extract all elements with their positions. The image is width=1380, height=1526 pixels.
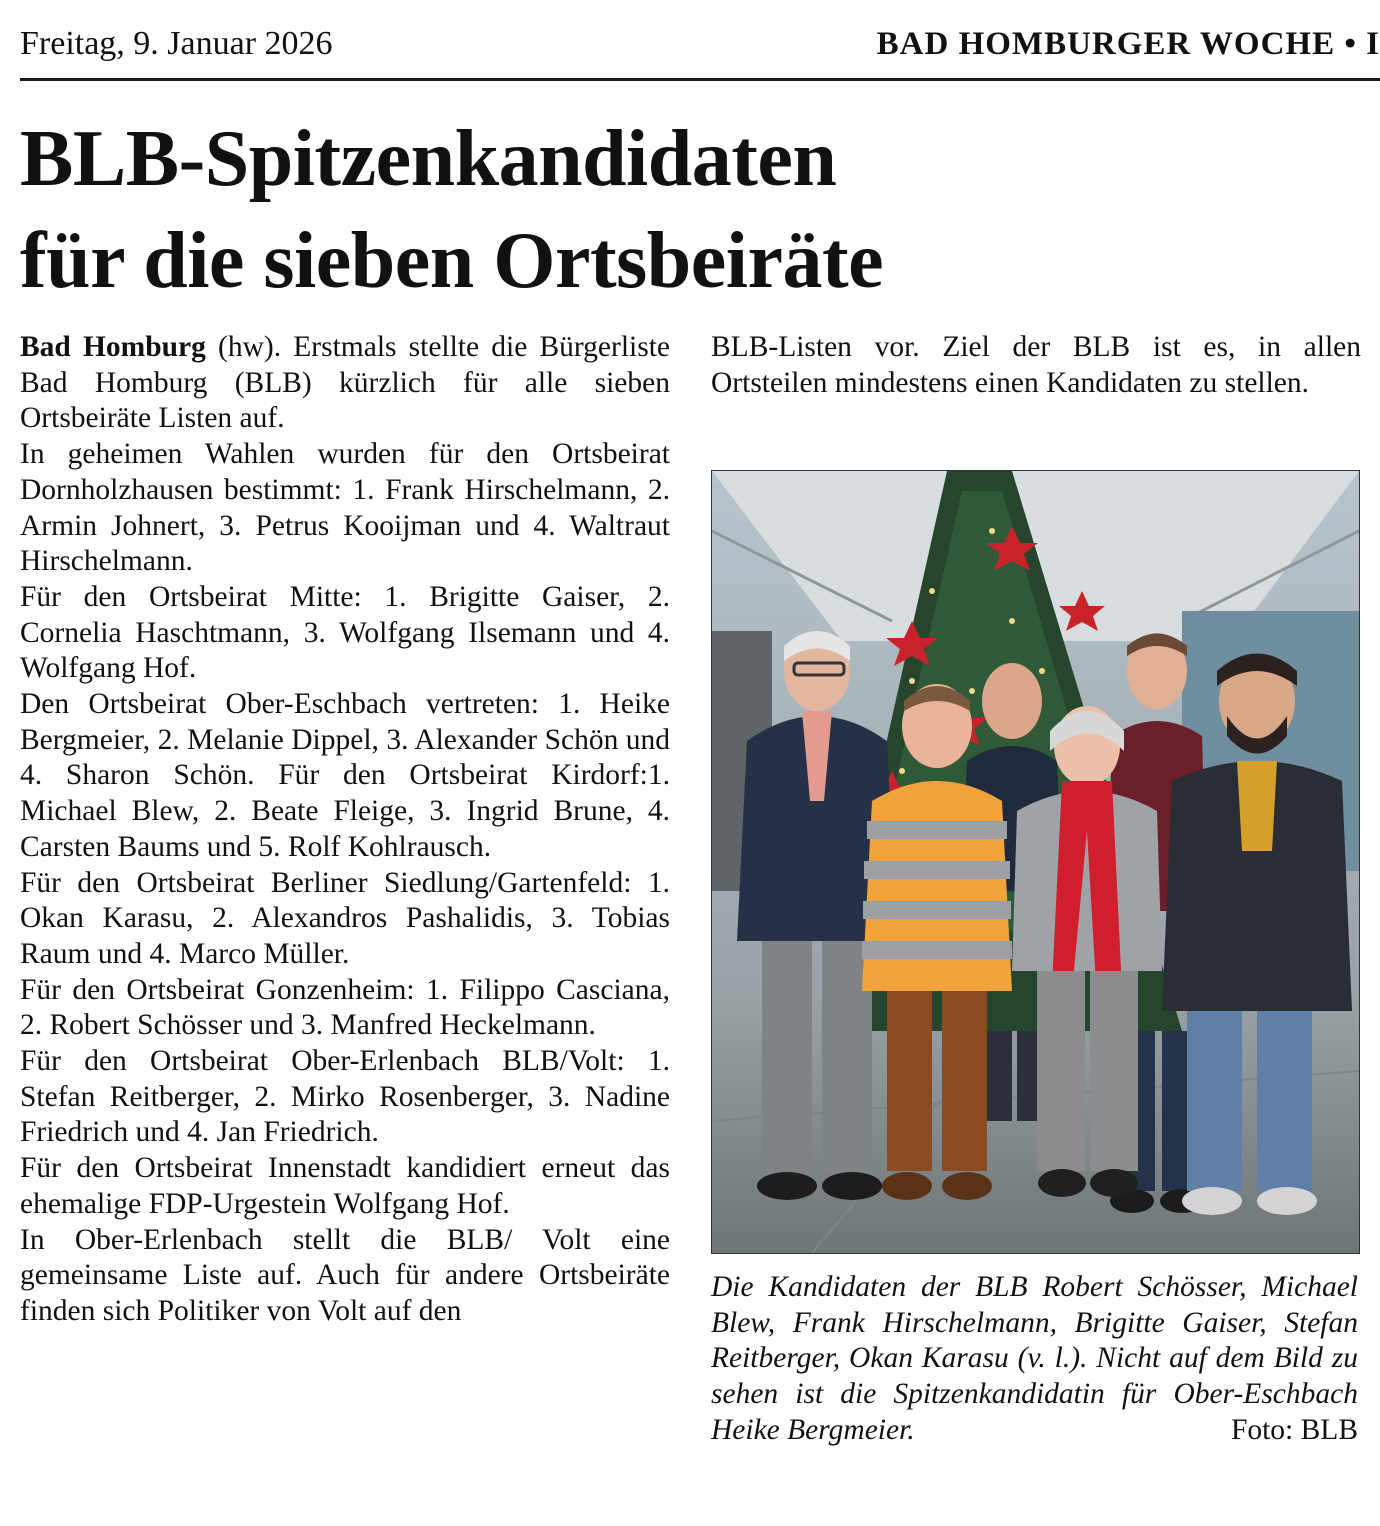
- caption-text: Die Kandidaten der BLB Robert Schösser, Michael Blew, Frank Hirschelmann, Brigitte Gaiser, Stefan Reitberger, Okan Karasu (v. l.). Nicht auf dem Bild zu sehen ist die Spitzenkandidatin für Ober-Eschbach Heike Bergmeier.: [711, 1271, 1358, 1446]
- photo-caption: [711, 1270, 1358, 1449]
- article-paragraph: Für den Ortsbeirat Innenstadt kandidiert erneut das ehemalige FDP-Urgestein Wolfgang Hof.: [20, 1152, 670, 1220]
- headline-line-2: für die sieben Ortsbeiräte: [20, 217, 884, 305]
- group-photo-illustration: [712, 471, 1359, 1253]
- group-photo: [711, 470, 1360, 1254]
- article-headline: [20, 108, 1360, 312]
- paragraph-text: (hw). Erstmals stellte die Bürgerliste Bad Homburg (BLB) kürzlich für alle sieben Ortsbeiräte Listen auf.: [20, 331, 670, 435]
- article-paragraph: [20, 330, 670, 437]
- newspaper-name: BAD HOMBURGER WOCHE • I: [876, 26, 1380, 62]
- article-column-left: [20, 330, 670, 1330]
- photo-credit: Foto: BLB: [1230, 1413, 1358, 1446]
- article-paragraph: Für den Ortsbeirat Mitte: 1. Brigitte Gaiser, 2. Cornelia Haschtmann, 3. Wolfgang Ilsemann und 4. Wolfgang Hof.: [20, 580, 670, 685]
- article-column-right: [711, 330, 1361, 401]
- page-header: [20, 22, 1380, 81]
- article-paragraph: In Ober-Erlenbach stellt die BLB/ Volt eine gemeinsame Liste auf. Auch für andere Ortsbeiräte finden sich Politiker von Volt auf den: [20, 1223, 670, 1327]
- article-paragraph: In geheimen Wahlen wurden für den Ortsbeirat Dornholzhausen bestimmt: 1. Frank Hirschelmann, 2. Armin Johnert, 3. Petrus Kooijman und 4. Waltraut Hirschelmann.: [20, 438, 670, 578]
- article-paragraph: BLB-Listen vor. Ziel der BLB ist es, in allen Ortsteilen mindestens einen Kandidaten zu stellen.: [711, 331, 1361, 399]
- headline-line-1: BLB-Spitzenkandidaten: [20, 115, 837, 203]
- article-paragraph: Für den Ortsbeirat Berliner Siedlung/Gartenfeld: 1. Okan Karasu, 2. Alexandros Pashalidis, 3. Tobias Raum und 4. Marco Müller.: [20, 866, 670, 970]
- article-paragraph: Für den Ortsbeirat Gonzenheim: 1. Filippo Casciana, 2. Robert Schösser und 3. Manfred Heckelmann.: [20, 973, 670, 1042]
- issue-date: Freitag, 9. Januar 2026: [20, 25, 333, 62]
- article-paragraph: Für den Ortsbeirat Ober-Erlenbach BLB/Volt: 1. Stefan Reitberger, 2. Mirko Rosenberger, 3. Nadine Friedrich und 4. Jan Friedrich.: [20, 1045, 670, 1149]
- article-paragraph: Den Ortsbeirat Ober-Eschbach vertreten: 1. Heike Bergmeier, 2. Melanie Dippel, 3. Alexander Schön und 4. Sharon Schön. Für den Ortsbeirat Kirdorf:1. Michael Blew, 2. Beate Fleige, 3. Ingrid Brune, 4. Carsten Baums und 5. Rolf Kohlrausch.: [20, 688, 670, 863]
- dateline: Bad Homburg: [20, 331, 206, 363]
